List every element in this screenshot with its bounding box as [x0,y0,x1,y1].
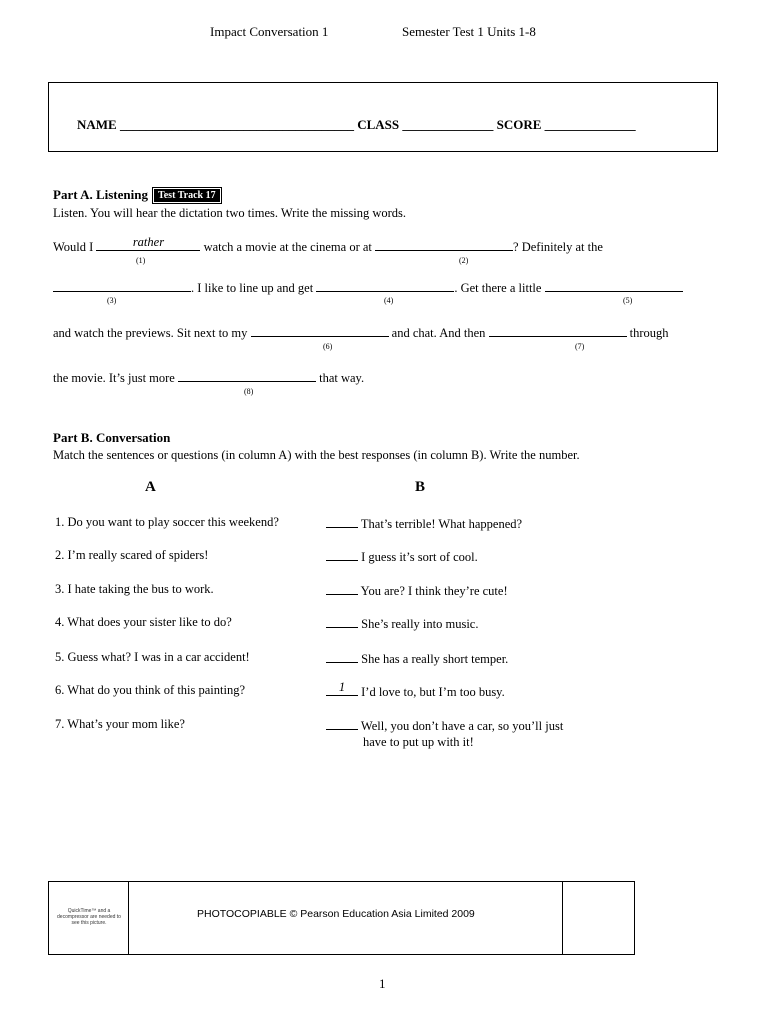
column-a-item: 2. I’m really scared of spiders! [55,548,209,562]
blank-5[interactable] [545,279,683,292]
column-b-item [326,650,508,667]
column-b-item [326,582,508,599]
response-text: She’s really into music. [361,617,479,631]
column-b-item [326,680,505,700]
footer-box [48,881,635,955]
dictation-text: that way. [319,371,365,385]
blank-2[interactable] [375,238,513,251]
course-title: Impact Conversation 1 [210,24,329,39]
dictation-text: and watch the previews. Sit next to my [53,326,248,340]
answer-1: rather [132,235,165,249]
student-info-box [48,82,718,152]
example-answer: 1 [338,680,346,694]
column-a-item: 1. Do you want to play soccer this weekend? [55,515,279,529]
answer-blank[interactable] [326,680,358,696]
blank-number: (4) [384,296,394,305]
response-text: You are? I think they’re cute! [360,584,508,598]
part-a-heading [53,186,220,204]
column-b-item [326,548,478,565]
part-b-title: Part B. Conversation [53,430,171,445]
answer-blank[interactable] [326,717,358,730]
dictation-text: ? Definitely at the [513,240,603,254]
column-a-item: 6. What do you think of this painting? [55,683,246,697]
copyright-notice: PHOTOCOPIABLE © Pearson Education Asia Limited 2009 [197,908,475,920]
dictation-line-4 [53,369,364,386]
column-b-item [326,615,478,632]
part-a-instructions: Listen. You will hear the dictation two times. Write the missing words. [53,206,407,220]
blank-number: (7) [575,342,585,351]
part-a-title: Part A. Listening [53,187,148,202]
column-b-item [326,717,563,734]
blank-number: (2) [459,256,469,265]
column-a-heading: A [145,479,156,495]
answer-blank[interactable] [326,548,358,561]
answer-blank[interactable] [326,650,358,663]
column-b-heading: B [415,479,426,495]
answer-blank[interactable] [326,582,358,595]
blank-number: (6) [323,342,333,351]
response-text: I’d love to, but I’m too busy. [361,685,505,699]
blank-number: (8) [244,387,254,396]
column-a-item: 7. What’s your mom like? [55,717,185,731]
dictation-line-2 [53,279,683,296]
blank-4[interactable] [316,279,454,292]
logo-placeholder [49,882,129,954]
column-a-item: 3. I hate taking the bus to work. [55,582,214,596]
quicktime-notice: QuickTime™ and a decompressor are needed to see this picture. [57,908,121,926]
dictation-text: Would I [53,240,94,254]
blank-8[interactable] [178,369,316,382]
response-text-continued: have to put up with it! [363,735,474,749]
column-a-item: 5. Guess what? I was in a car accident! [55,650,250,664]
dictation-text: through [629,326,669,340]
name-class-score-line: NAME ____________________________________ CLASS ______________ SCORE ______________ [77,117,636,132]
dictation-line-3 [53,324,669,341]
dictation-text: . I like to line up and get [191,281,314,295]
blank-number: (5) [623,296,633,305]
answer-blank[interactable] [326,515,358,528]
response-text: I guess it’s sort of cool. [361,550,478,564]
blank-number: (1) [136,256,146,265]
dictation-text: . Get there a little [454,281,542,295]
column-a-item: 4. What does your sister like to do? [55,615,232,629]
response-text: She has a really short temper. [361,652,509,666]
part-b-instructions: Match the sentences or questions (in column A) with the best responses (in column B). Write the number. [53,448,580,462]
dictation-text: the movie. It’s just more [53,371,175,385]
page-number: 1 [379,976,386,991]
test-title: Semester Test 1 Units 1-8 [402,24,536,39]
blank-1[interactable] [96,235,200,251]
dictation-line-1 [53,235,603,255]
blank-number: (3) [107,296,117,305]
test-track-badge: Test Track 17 [154,189,220,202]
blank-7[interactable] [489,324,627,337]
blank-3[interactable] [53,279,191,292]
dictation-text: and chat. And then [391,326,486,340]
dictation-text: watch a movie at the cinema or at [203,240,372,254]
response-text: That’s terrible! What happened? [360,517,523,531]
answer-blank[interactable] [326,615,358,628]
blank-6[interactable] [251,324,389,337]
response-text: Well, you don’t have a car, so you’ll just [360,719,564,733]
footer-right-cell [562,882,634,954]
column-b-item [326,515,522,532]
